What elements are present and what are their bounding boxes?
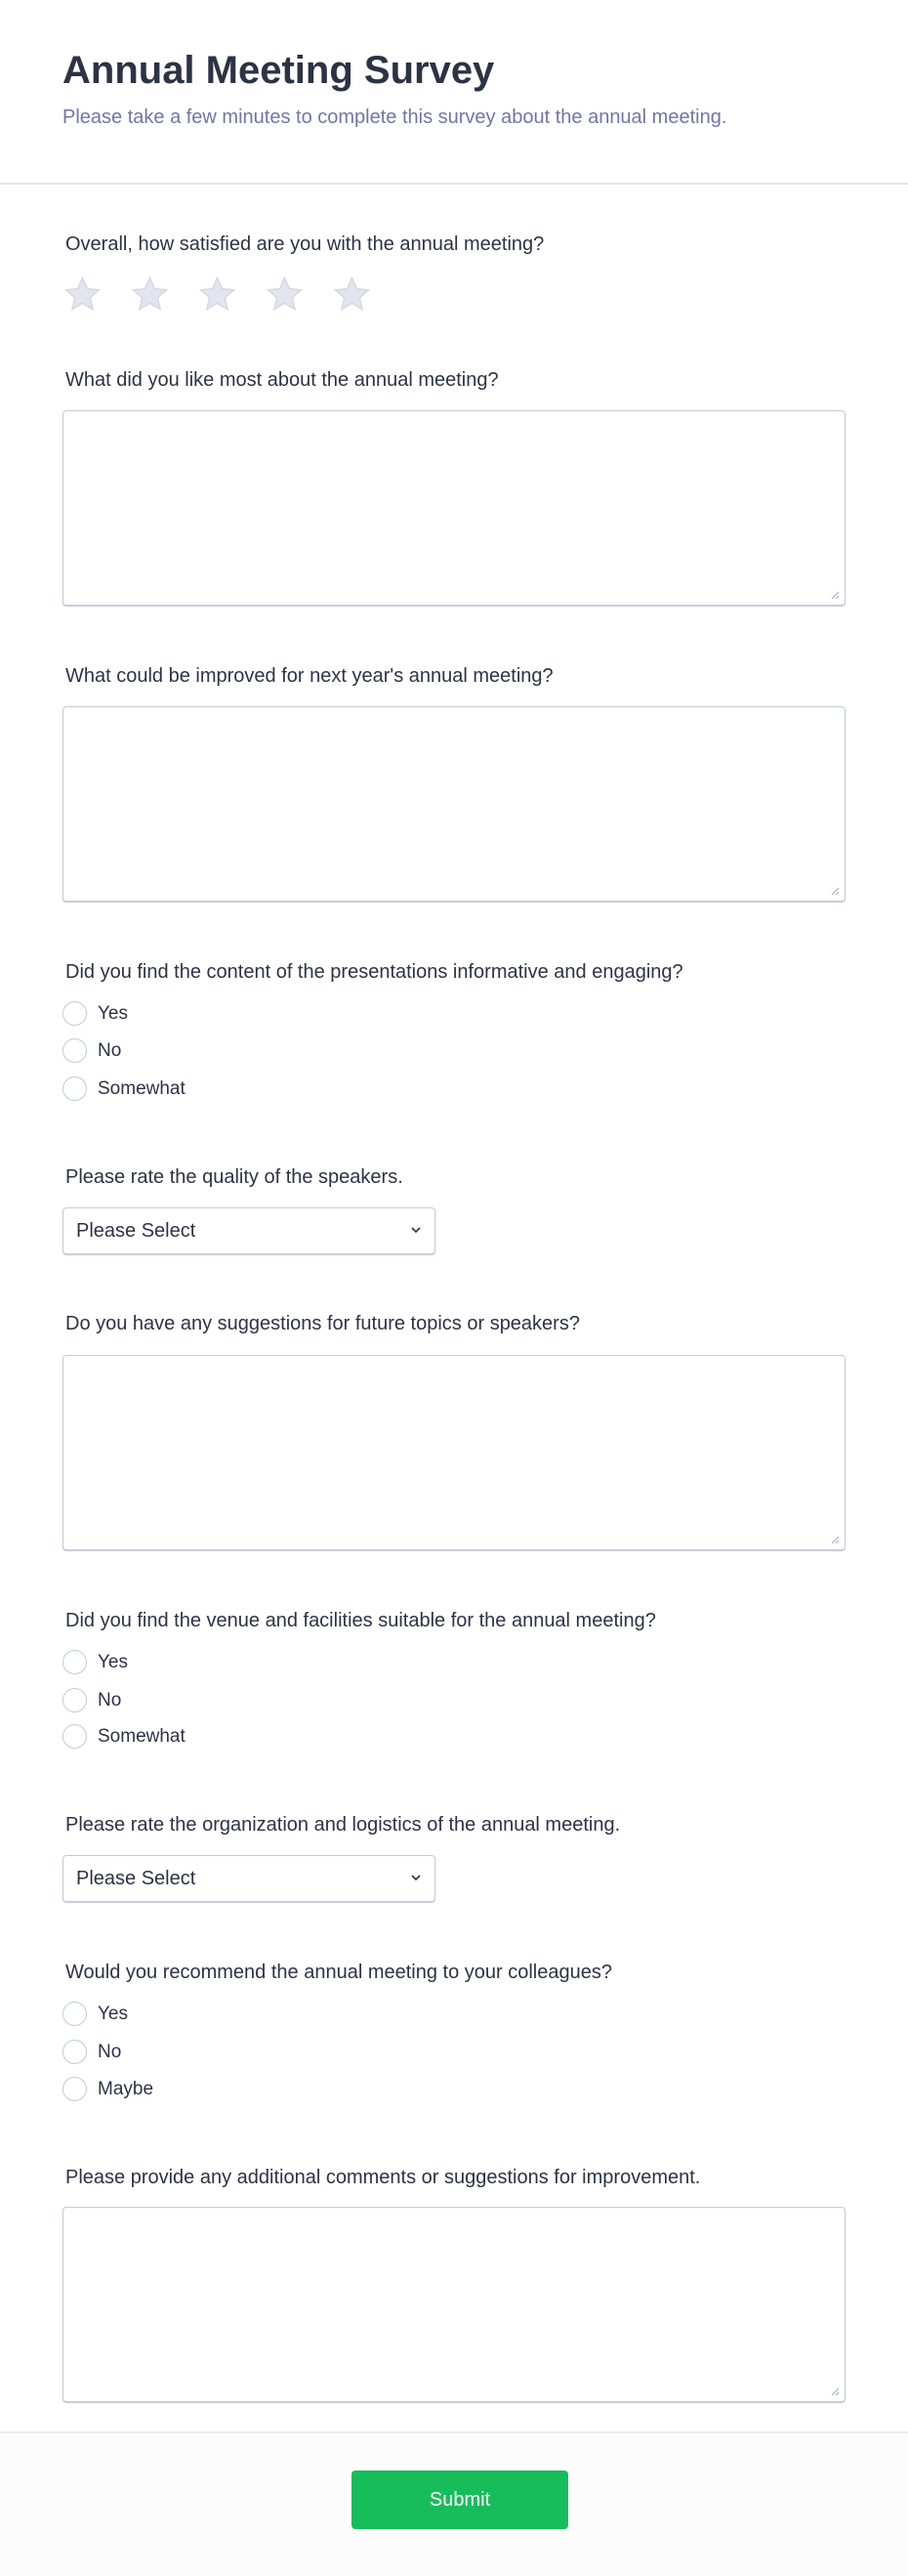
speaker-quality-select[interactable] [62,1207,435,1254]
question-label: Did you find the content of the presentations informative and engaging? [65,961,683,983]
radio-option-no[interactable] [62,1038,121,1063]
radio-circle[interactable] [62,1077,87,1101]
submit-button[interactable]: Submit [351,2470,568,2529]
radio-label: No [98,1689,122,1710]
radio-option-no[interactable] [62,2040,121,2064]
question-label: What did you like most about the annual meeting? [65,369,499,391]
question-label: Overall, how satisfied are you with the annual meeting? [65,233,545,255]
question-label: Please rate the organization and logistics of the annual meeting. [65,1814,621,1836]
star-icon[interactable] [265,274,305,315]
radio-option-yes[interactable] [62,2002,128,2026]
question-label: Do you have any suggestions for future topics or speakers? [65,1313,580,1334]
radio-circle[interactable] [62,2002,87,2026]
radio-label: Yes [98,1651,128,1672]
resize-grip-icon[interactable] [831,2387,840,2396]
radio-label: No [98,1039,122,1061]
question-label: Please provide any additional comments or suggestions for improvement. [65,2167,701,2188]
future-suggestions-textarea[interactable] [62,1355,846,1550]
page-title: Annual Meeting Survey [62,49,495,92]
radio-option-yes[interactable] [62,1001,128,1026]
radio-option-no[interactable] [62,1688,121,1712]
star-icon[interactable] [130,274,170,315]
radio-option-maybe[interactable] [62,2077,153,2101]
chevron-down-icon [409,1223,423,1237]
resize-grip-icon[interactable] [831,887,840,896]
star-icon[interactable] [197,274,237,315]
question-label: Please rate the quality of the speakers. [65,1166,403,1188]
radio-circle[interactable] [62,2040,87,2064]
star-rating [62,274,372,315]
page-subtitle: Please take a few minutes to complete this survey about the annual meeting. [62,106,727,128]
resize-grip-icon[interactable] [831,1536,840,1544]
radio-circle[interactable] [62,1688,87,1712]
resize-grip-icon[interactable] [831,591,840,600]
radio-label: No [98,2041,122,2062]
question-label: Would you recommend the annual meeting to your colleagues? [65,1962,612,1983]
radio-circle[interactable] [62,1038,87,1063]
radio-circle[interactable] [62,1001,87,1026]
additional-comments-textarea[interactable] [62,2207,846,2402]
star-icon[interactable] [332,274,372,315]
organization-logistics-select[interactable] [62,1855,435,1902]
form-footer [0,2431,908,2576]
form-header [0,0,908,185]
star-icon[interactable] [62,274,103,315]
radio-label: Somewhat [98,1077,186,1099]
radio-option-somewhat[interactable] [62,1077,186,1101]
radio-circle[interactable] [62,1724,87,1749]
radio-label: Maybe [98,2078,154,2099]
question-label: What could be improved for next year's annual meeting? [65,665,554,687]
radio-circle[interactable] [62,1650,87,1674]
liked-most-textarea[interactable] [62,410,846,606]
select-value: Please Select [76,1868,196,1889]
improvements-textarea[interactable] [62,706,846,902]
question-label: Did you find the venue and facilities suitable for the annual meeting? [65,1610,656,1631]
radio-option-yes[interactable] [62,1650,128,1674]
radio-label: Yes [98,2003,128,2024]
radio-option-somewhat[interactable] [62,1724,186,1749]
radio-label: Yes [98,1002,128,1024]
radio-label: Somewhat [98,1725,186,1747]
select-value: Please Select [76,1220,196,1242]
radio-circle[interactable] [62,2077,87,2101]
chevron-down-icon [409,1871,423,1884]
